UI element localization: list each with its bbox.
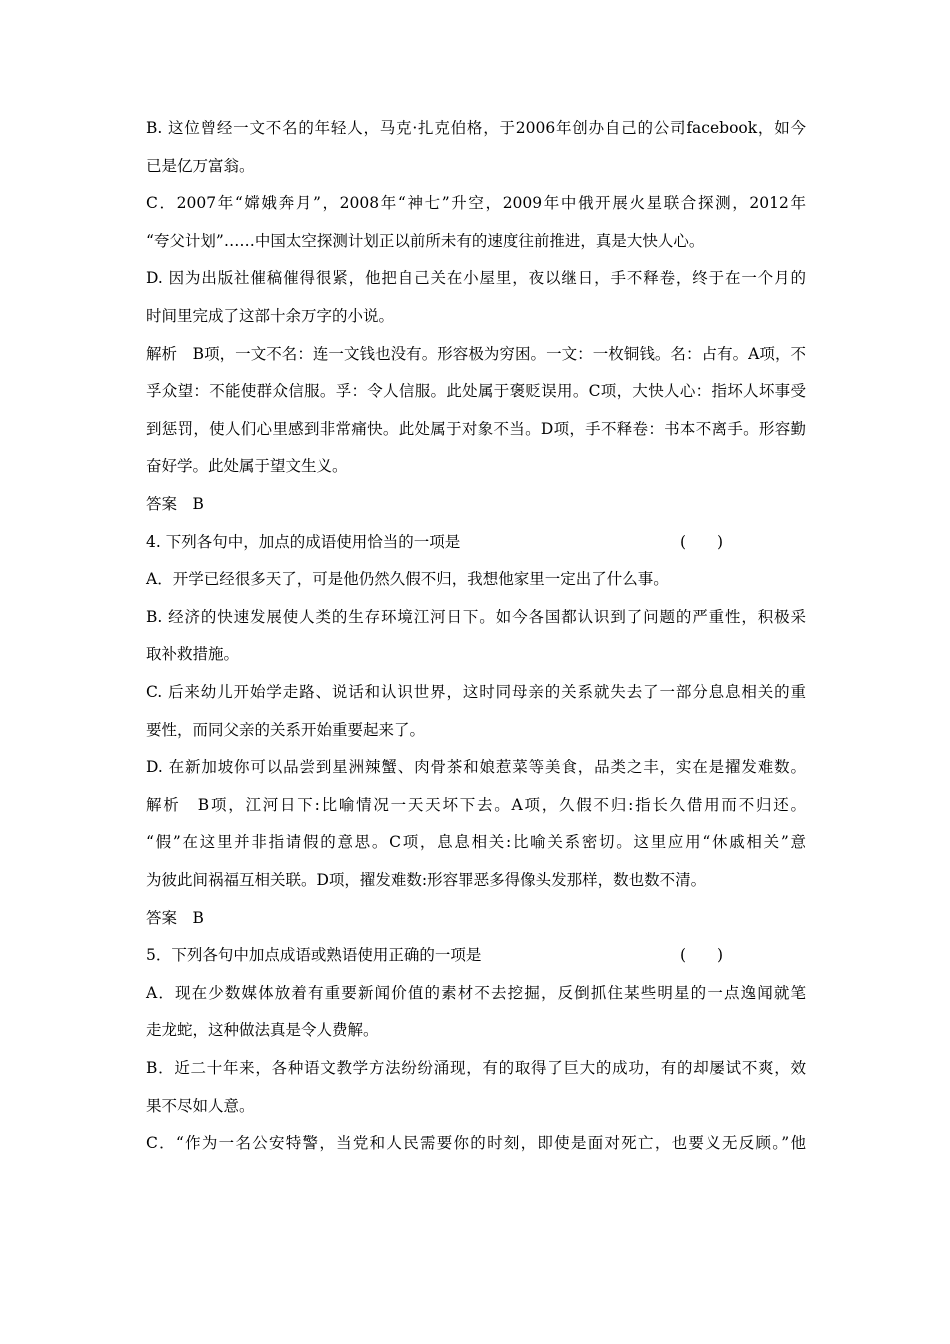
q4-ans-line: 答案 B bbox=[146, 909, 204, 927]
q4-b-2-line: 取补救措施。 bbox=[146, 645, 240, 663]
q3-d-2-line: 时间里完成了这部十余万字的小说。 bbox=[146, 307, 395, 325]
q5-c-1-line: C．“作为一名公安特警，当党和人民需要你的时刻，即使是面对死亡，也要义无反顾。”他 bbox=[146, 1134, 806, 1152]
q3-exp-3-line: 到惩罚，使人们心里感到非常痛快。此处属于对象不当。D项，手不释卷：书本不离手。形容勤 bbox=[146, 420, 806, 438]
q4-exp-2-line: “假”在这里并非指请假的意思。C项，息息相关:比喻关系密切。这里应用“休戚相关”意 bbox=[146, 833, 806, 851]
q3-b-2-line: 已是亿万富翁。 bbox=[146, 157, 255, 175]
q4-stem-answer-bracket: ( ) bbox=[680, 533, 724, 551]
q5-a-1-line: A．现在少数媒体放着有重要新闻价值的素材不去挖掘，反倒抓住某些明星的一点逸闻就笔 bbox=[146, 984, 806, 1002]
q3-c-1-line: C．2007年“嫦娥奔月”，2008年“神七”升空，2009年中俄开展火星联合探测，2012年 bbox=[146, 194, 806, 212]
q3-b-1-line: B. 这位曾经一文不名的年轻人，马克·扎克伯格，于2006年创办自己的公司facebook，如今 bbox=[146, 119, 806, 137]
q5-stem-answer-bracket: ( ) bbox=[680, 946, 724, 964]
q4-exp-1-line: 解析 B项，江河日下:比喻情况一天天坏下去。A项，久假不归:指长久借用而不归还。 bbox=[146, 796, 806, 814]
q4-b-1-line: B. 经济的快速发展使人类的生存环境江河日下。如今各国都认识到了问题的严重性，积极采 bbox=[146, 608, 806, 626]
q3-c-2-line: “夸父计划”……中国太空探测计划正以前所未有的速度往前推进，真是大快人心。 bbox=[146, 232, 705, 250]
q5-stem-row bbox=[146, 945, 806, 965]
q4-stem-row bbox=[146, 532, 806, 552]
q5-a-2-line: 走龙蛇，这种做法真是令人费解。 bbox=[146, 1021, 379, 1039]
q3-ans-line: 答案 B bbox=[146, 495, 204, 513]
q4-c-2-line: 要性，而同父亲的关系开始重要起来了。 bbox=[146, 721, 426, 739]
q4-c-1-line: C. 后来幼儿开始学走路、说话和认识世界，这时同母亲的关系就失去了一部分息息相关的重 bbox=[146, 683, 806, 701]
q3-exp-4-line: 奋好学。此处属于望文生义。 bbox=[146, 457, 348, 475]
q3-d-1-line: D. 因为出版社催稿催得很紧，他把自己关在小屋里，夜以继日，手不释卷，终于在一个月的 bbox=[146, 269, 806, 287]
q3-exp-1-line: 解析 B项，一文不名：连一文钱也没有。形容极为穷困。一文：一枚铜钱。名：占有。A项，不 bbox=[146, 345, 806, 363]
q5-stem-text: 5．下列各句中加点成语或熟语使用正确的一项是 bbox=[146, 946, 482, 964]
q3-exp-2-line: 孚众望：不能使群众信服。孚：令人信服。此处属于褒贬误用。C项，大快人心：指坏人坏事受 bbox=[146, 382, 806, 400]
q5-b-2-line: 果不尽如人意。 bbox=[146, 1097, 255, 1115]
q4-exp-3-line: 为彼此间祸福互相关联。D项，擢发难数:形容罪恶多得像头发那样，数也数不清。 bbox=[146, 871, 707, 889]
q4-a-line: A．开学已经很多天了，可是他仍然久假不归，我想他家里一定出了什么事。 bbox=[146, 570, 669, 588]
q5-b-1-line: B．近二十年来，各种语文教学方法纷纷涌现，有的取得了巨大的成功，有的却屡试不爽，效 bbox=[146, 1059, 806, 1077]
q4-stem-text: 4. 下列各句中，加点的成语使用恰当的一项是 bbox=[146, 533, 461, 551]
q4-d-line: D. 在新加坡你可以品尝到星洲辣蟹、肉骨茶和娘惹菜等美食，品类之丰，实在是擢发难数。 bbox=[146, 758, 806, 776]
